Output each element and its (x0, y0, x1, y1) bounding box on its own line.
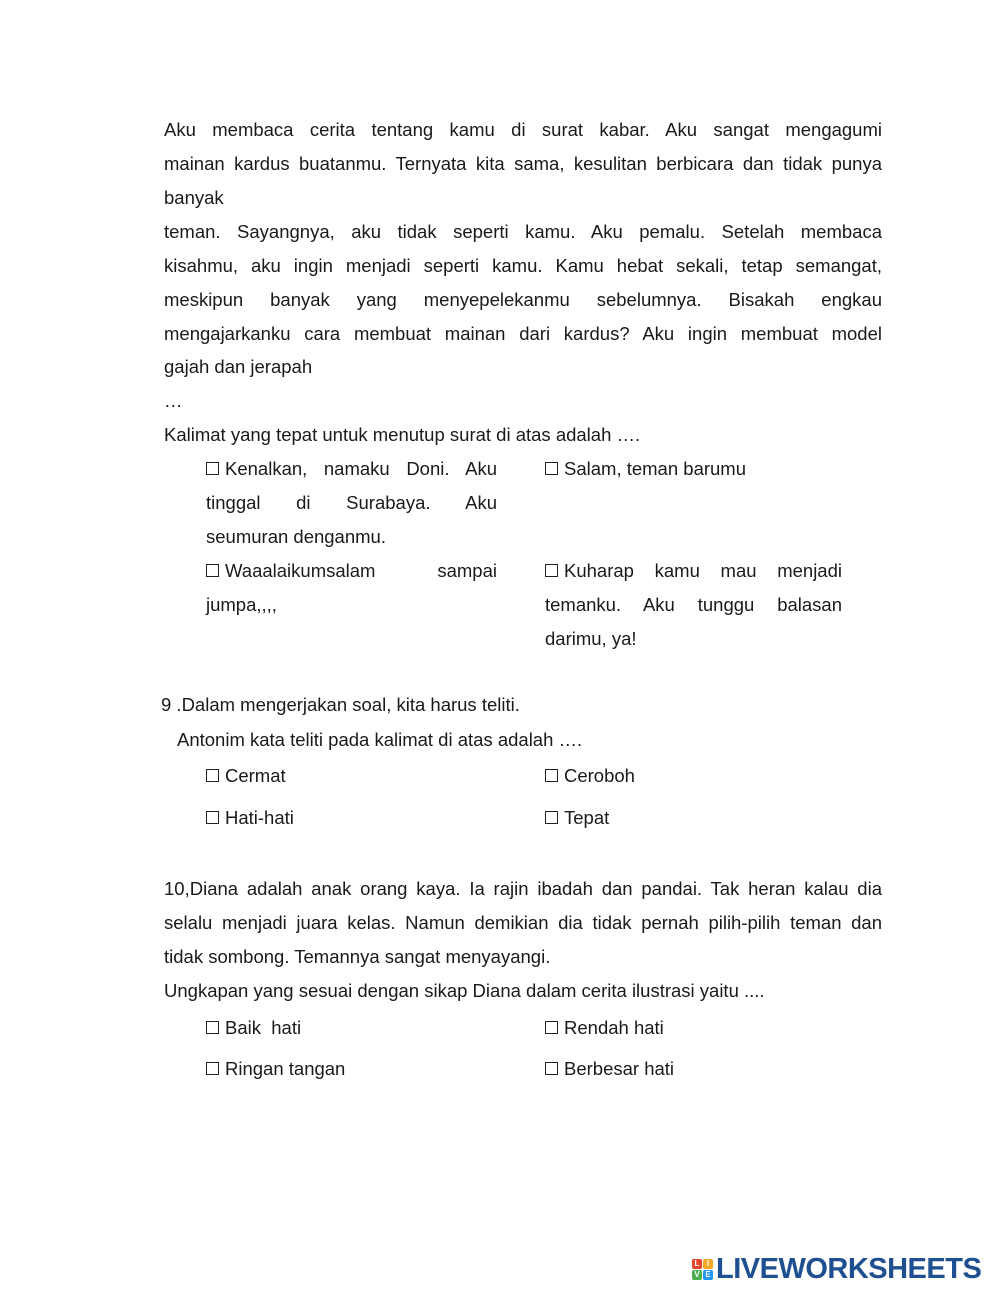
passage-line: teman. Sayangnya, aku tidak seperti kamu. Aku pemalu. Setelah membaca (164, 221, 882, 242)
q10-stem-line: selalu menjadi juara kelas. Namun demikian dia tidak pernah pilih-pilih teman dan (164, 912, 882, 933)
option-text: Tepat (564, 807, 610, 828)
q9-option-a[interactable] (206, 764, 286, 788)
checkbox-icon[interactable] (206, 811, 219, 824)
q9-prompt: Antonim kata teliti pada kalimat di atas adalah …. (177, 729, 583, 750)
passage-ellipsis: … (164, 390, 183, 411)
option-text: temanku. Aku tunggu balasan (545, 594, 842, 615)
option-text: Berbesar hati (564, 1058, 675, 1079)
option-text: Ceroboh (564, 765, 635, 786)
option-text: Kenalkan, namaku Doni. Aku (225, 458, 497, 479)
logo-mark-tile: E (703, 1270, 713, 1280)
option-text: Hati-hati (225, 807, 294, 828)
q10-prompt: Ungkapan yang sesuai dengan sikap Diana dalam cerita ilustrasi yaitu .... (164, 980, 765, 1001)
q10-stem-line: tidak sombong. Temannya sangat menyayangi. (164, 946, 551, 967)
checkbox-icon[interactable] (206, 462, 219, 475)
passage-line: meskipun banyak yang menyepelekanmu sebelumnya. Bisakah engkau (164, 289, 882, 310)
checkbox-icon[interactable] (545, 462, 558, 475)
passage-line: Aku membaca cerita tentang kamu di surat kabar. Aku sangat mengagumi (164, 119, 882, 140)
checkbox-icon[interactable] (545, 811, 558, 824)
logo-mark-tile: L (692, 1259, 702, 1269)
option-text: Waaalaikumsalam sampai (225, 560, 497, 581)
logo-mark-icon (692, 1259, 713, 1280)
q9-option-d[interactable] (545, 806, 609, 830)
q9-option-c[interactable] (206, 806, 294, 830)
option-text: tinggal di Surabaya. Aku (206, 492, 497, 513)
checkbox-icon[interactable] (206, 564, 219, 577)
logo-mark-tile: I (703, 1259, 713, 1269)
q8-prompt: Kalimat yang tepat untuk menutup surat di atas adalah …. (164, 424, 641, 445)
checkbox-icon[interactable] (206, 1021, 219, 1034)
checkbox-icon[interactable] (545, 1021, 558, 1034)
option-text: Cermat (225, 765, 286, 786)
logo-mark-tile: V (692, 1270, 702, 1280)
option-text: jumpa,,,, (206, 594, 277, 615)
q10-option-a[interactable] (206, 1016, 301, 1040)
passage-line: mengajarkanku cara membuat mainan dari kardus? Aku ingin membuat model (164, 323, 882, 344)
option-text: Salam, teman barumu (564, 458, 747, 479)
option-text: seumuran denganmu. (206, 526, 386, 547)
q10-option-b[interactable] (545, 1016, 664, 1040)
passage-line: gajah dan jerapah (164, 356, 313, 377)
option-text: darimu, ya! (545, 628, 637, 649)
option-text: Kuharap kamu mau menjadi (564, 560, 842, 581)
liveworksheets-logo (692, 1252, 981, 1286)
passage-line: banyak (164, 187, 224, 208)
q10-option-c[interactable] (206, 1057, 345, 1081)
option-text: Baik hati (225, 1017, 302, 1038)
q9-option-b[interactable] (545, 764, 635, 788)
checkbox-icon[interactable] (545, 1062, 558, 1075)
checkbox-icon[interactable] (545, 564, 558, 577)
q10-option-d[interactable] (545, 1057, 674, 1081)
option-text: Rendah hati (564, 1017, 664, 1038)
option-text: Ringan tangan (225, 1058, 346, 1079)
checkbox-icon[interactable] (206, 769, 219, 782)
q9-stem: 9 .Dalam mengerjakan soal, kita harus teliti. (161, 694, 520, 715)
passage-line: mainan kardus buatanmu. Ternyata kita sama, kesulitan berbicara dan tidak punya (164, 153, 882, 174)
logo-text: LIVEWORKSHEETS (716, 1252, 982, 1285)
passage-line: kisahmu, aku ingin menjadi seperti kamu. Kamu hebat sekali, tetap semangat, (164, 255, 882, 276)
checkbox-icon[interactable] (545, 769, 558, 782)
checkbox-icon[interactable] (206, 1062, 219, 1075)
q10-stem-line: 10,Diana adalah anak orang kaya. Ia rajin ibadah dan pandai. Tak heran kalau dia (164, 878, 882, 899)
